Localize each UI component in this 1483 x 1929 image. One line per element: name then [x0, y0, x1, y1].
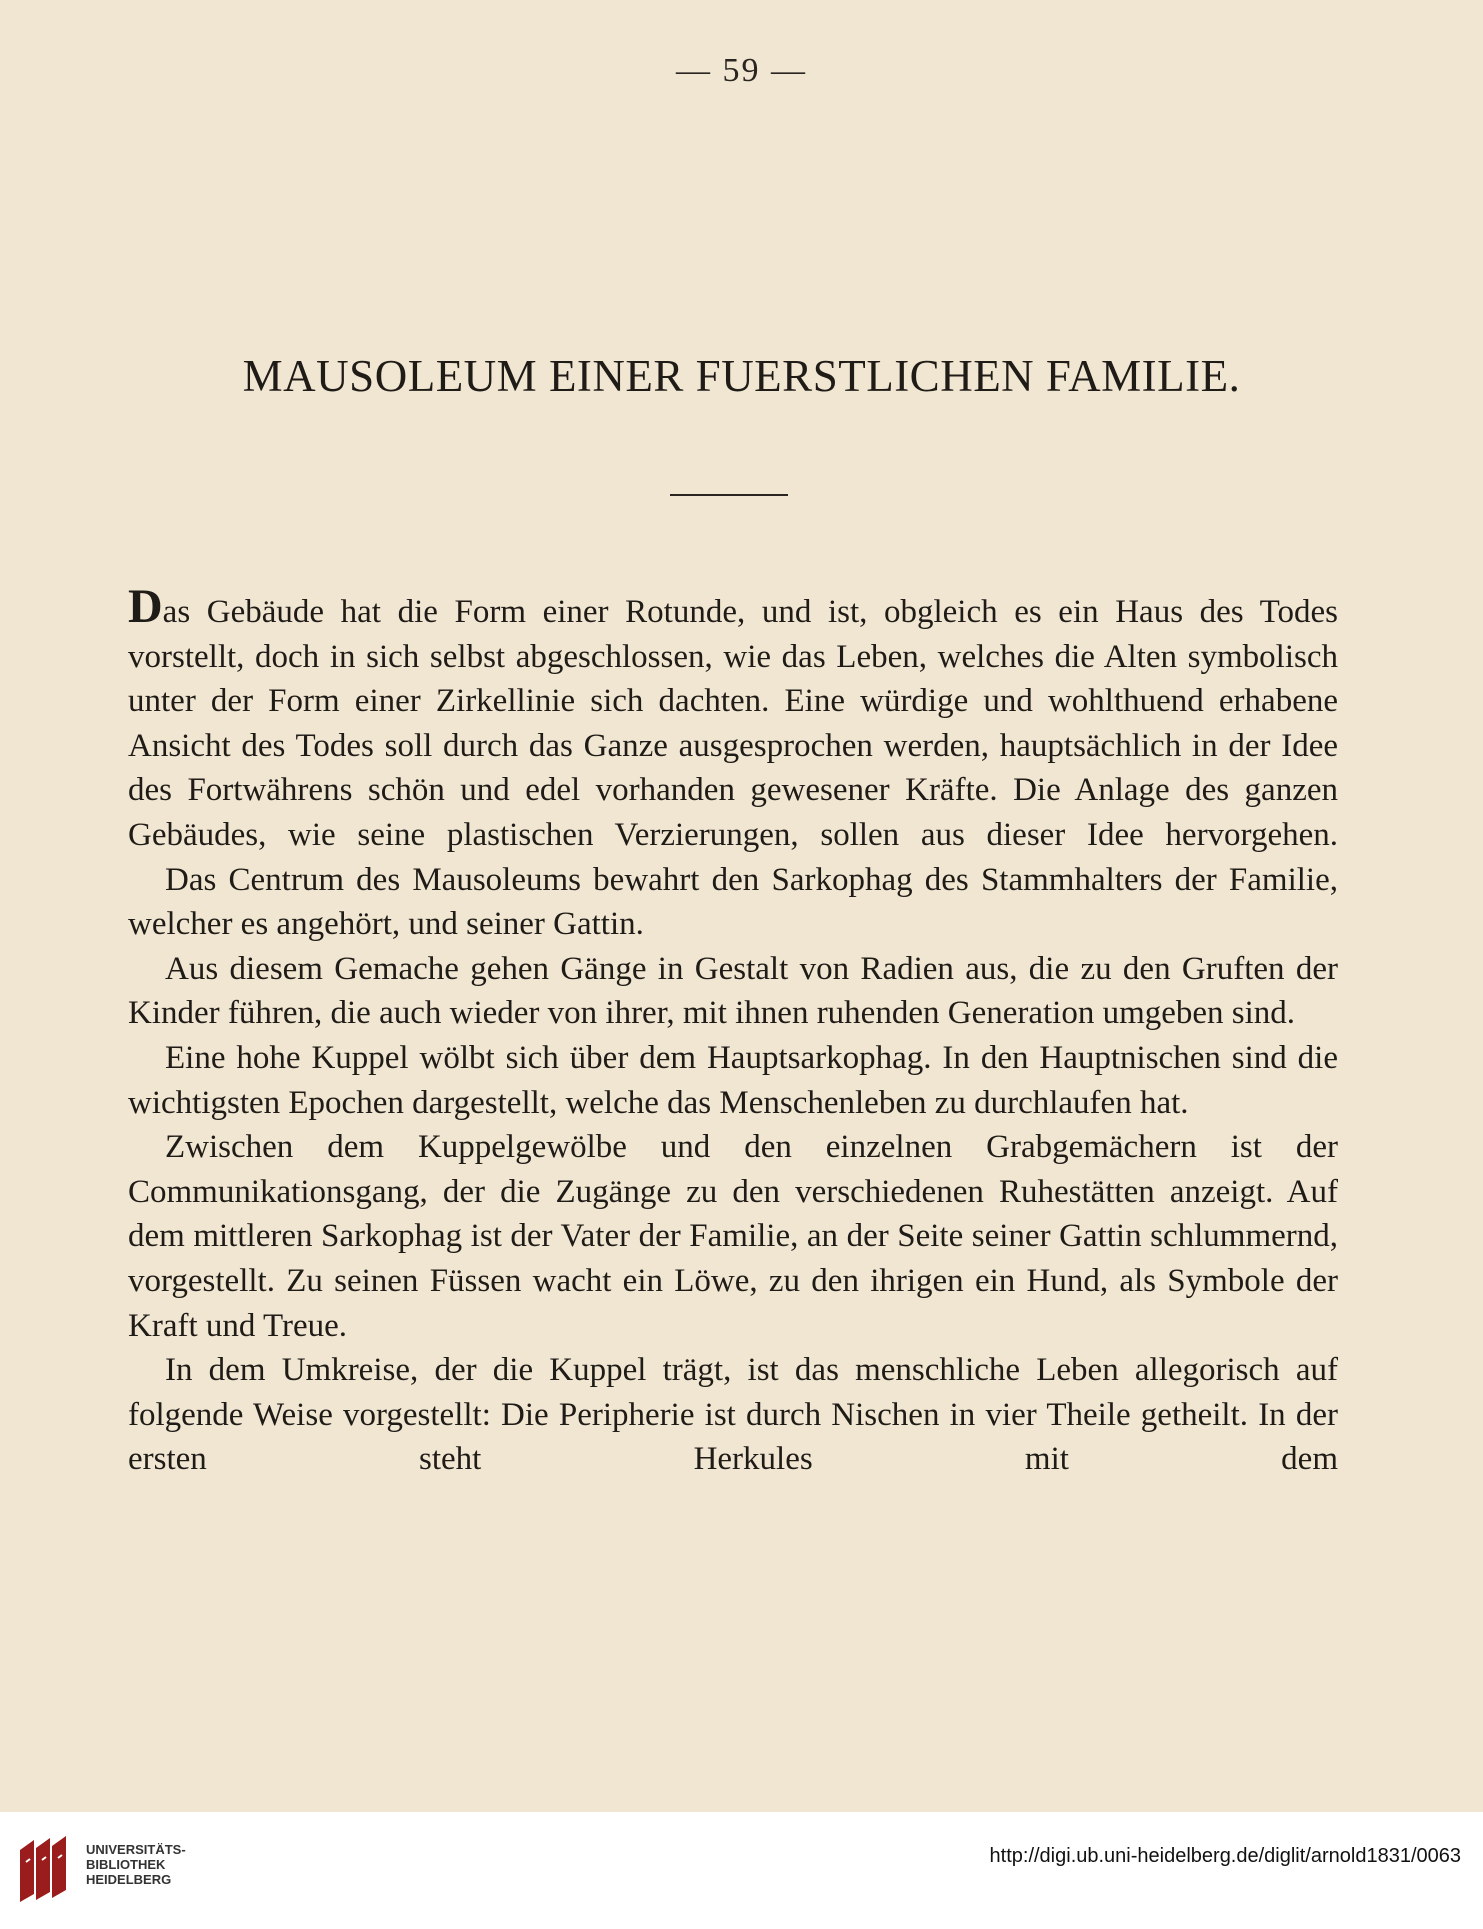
logo-line-3: HEIDELBERG — [86, 1872, 172, 1887]
drop-cap: D — [128, 580, 163, 633]
library-logo-text — [86, 1842, 186, 1887]
logo-line-1: UNIVERSITÄTS- — [86, 1842, 186, 1857]
title-divider — [670, 494, 788, 496]
paragraph-1 — [128, 580, 1338, 858]
page-number: — 59 — — [676, 52, 807, 89]
source-url-link[interactable]: http://digi.ub.uni-heidelberg.de/diglit/arnold1831/0063 — [989, 1845, 1461, 1867]
paragraph-4: Eine hohe Kuppel wölbt sich über dem Hauptsarkophag. In den Hauptnischen sind die wichtigsten Epochen dargestellt, welche das Menschenleben zu durchlaufen hat. — [128, 1039, 1338, 1121]
paragraph-5: Zwischen dem Kuppelgewölbe und den einzelnen Grabgemächern ist der Communikationsgang, der die Zugänge zu den verschiedenen Ruhestätten anzeigt. Auf dem mittleren Sarkophag ist der Vater der Familie, an der Seite seiner Gattin schlummernd, vorgestellt. Zu seinen Füssen wacht ein Löwe, zu den ihrigen ein Hund, als Symbole der Kraft und Treue. — [128, 1129, 1338, 1344]
paragraph-1-text: as Gebäude hat die Form einer Rotunde, und ist, obgleich es ein Haus des Todes vorstellt, doch in sich selbst abgeschlossen, wie das Leben, welches die Alten symbolisch unter der Form einer Zirkellinie sich dachten. Eine würdige und wohlthuend erhabene Ansicht des Todes soll durch das Ganze ausgesprochen werden, hauptsächlich in der Idee des Fortwährens schön und edel vorhanden gewesener Kräfte. Die Anlage des ganzen Gebäudes, wie seine plastischen Verzierungen, sollen aus dieser Idee hervorgehen. — [128, 594, 1338, 853]
page-title: MAUSOLEUM EINER FUERSTLICHEN FAMILIE. — [242, 351, 1241, 401]
paragraph-3: Aus diesem Gemache gehen Gänge in Gestalt von Radien aus, die zu den Gruften der Kinder führen, die auch wieder von ihrer, mit ihnen ruhenden Generation umgeben sind. — [128, 950, 1338, 1032]
library-logo-icon — [14, 1834, 70, 1904]
paragraph-6: In dem Umkreise, der die Kuppel trägt, ist das menschliche Leben allegorisch auf folgende Weise vorgestellt: Die Peripherie ist durch Nischen in vier Theile getheilt. In der ersten steht Herkules mit dem — [128, 1352, 1338, 1478]
paragraph-2: Das Centrum des Mausoleums bewahrt den Sarkophag des Stammhalters der Familie, welcher es angehört, und seiner Gattin. — [128, 861, 1338, 943]
logo-line-2: BIBLIOTHEK — [86, 1857, 166, 1872]
body-text — [128, 580, 1338, 1482]
footer-bar — [0, 1812, 1483, 1929]
